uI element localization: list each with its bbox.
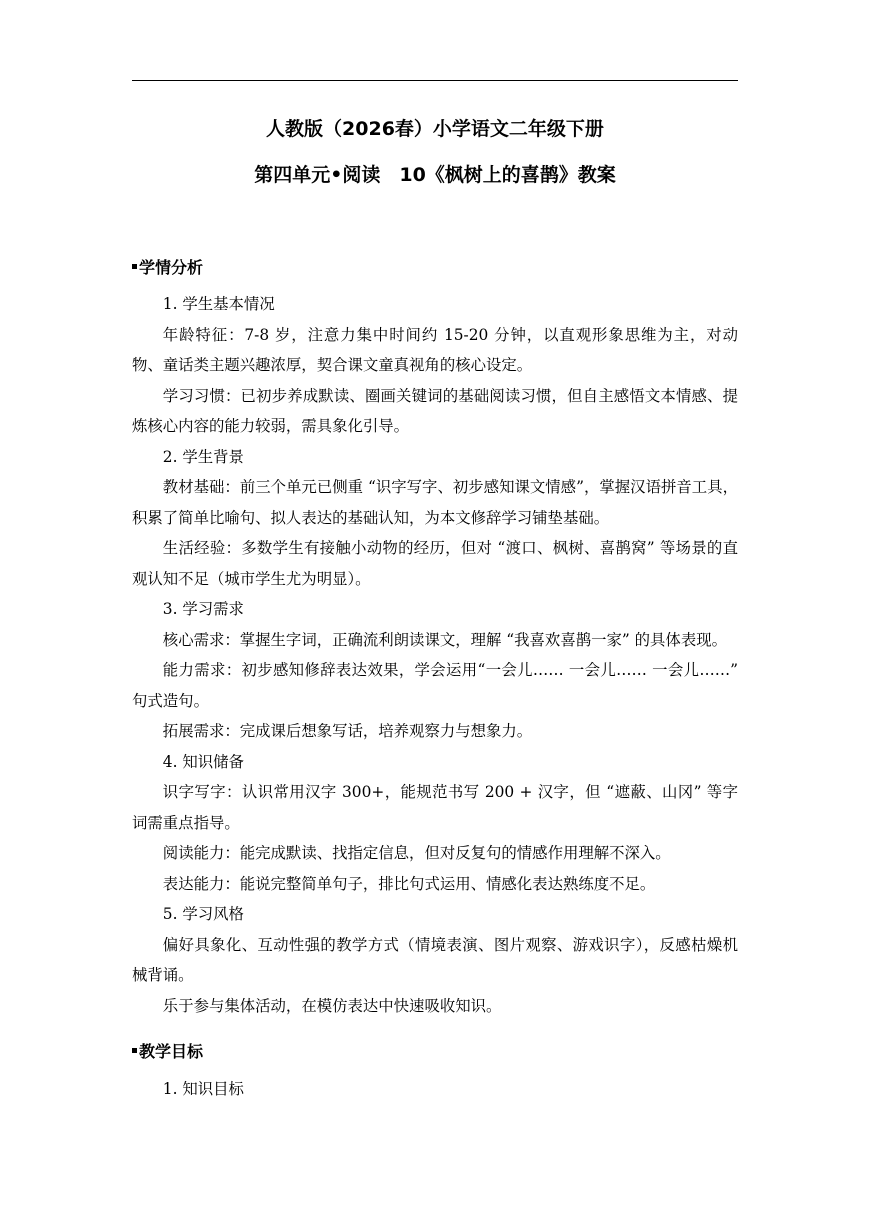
section-heading-label: 学情分析 bbox=[139, 258, 204, 277]
paragraph: 核心需求：掌握生字词，正确流利朗读课文，理解 “我喜欢喜鹊一家” 的具体表现。 bbox=[162, 630, 727, 649]
document-title: 人教版（2026春）小学语文二年级下册 bbox=[266, 118, 604, 140]
numbered-subheading: 2. 学生背景 bbox=[162, 447, 244, 466]
header-rule bbox=[132, 80, 738, 81]
paragraph: 学习习惯：已初步养成默读、圈画关键词的基础阅读习惯，但自主感悟文本情感、提炼核心内容的能力较弱，需具象化引导。 bbox=[132, 386, 738, 435]
square-bullet-icon bbox=[132, 264, 137, 269]
paragraph: 乐于参与集体活动，在模仿表达中快速吸收知识。 bbox=[162, 996, 502, 1015]
section-heading-teaching-goals bbox=[132, 1041, 203, 1063]
paragraph: 偏好具象化、互动性强的教学方式（情境表演、图片观察、游戏识字），反感枯燥机械背诵。 bbox=[132, 935, 738, 984]
paragraph: 阅读能力：能完成默读、找指定信息，但对反复句的情感作用理解不深入。 bbox=[162, 844, 671, 862]
paragraph: 表达能力：能说完整简单句子，排比句式运用、情感化表达熟练度不足。 bbox=[162, 874, 656, 893]
numbered-subheading: 1. 知识目标 bbox=[162, 1080, 244, 1098]
paragraph: 年龄特征：7-8 岁，注意力集中时间约 15-20 分钟，以直观形象思维为主，对动物、童话类主题兴趣浓厚，契合课文童真视角的核心设定。 bbox=[132, 325, 738, 374]
paragraph: 生活经验：多数学生有接触小动物的经历，但对 “渡口、枫树、喜鹊窝” 等场景的直观认知不足（城市学生尤为明显）。 bbox=[132, 539, 738, 588]
numbered-subheading: 3. 学习需求 bbox=[162, 600, 244, 618]
numbered-subheading: 5. 学习风格 bbox=[162, 905, 244, 923]
document-subtitle: 第四单元•阅读 10《枫树上的喜鹊》教案 bbox=[254, 164, 616, 186]
numbered-subheading: 4. 知识储备 bbox=[162, 752, 244, 771]
square-bullet-icon bbox=[132, 1048, 137, 1053]
student-analysis-body bbox=[132, 289, 738, 1021]
section-heading-label: 教学目标 bbox=[139, 1042, 204, 1061]
paragraph: 拓展需求：完成课后想象写话，培养观察力与想象力。 bbox=[162, 722, 533, 740]
section-heading-student-analysis bbox=[132, 257, 203, 279]
paragraph: 能力需求：初步感知修辞表达效果，学会运用“一会儿…… 一会儿…… 一会儿……” 句式造句。 bbox=[132, 661, 738, 710]
numbered-subheading: 1. 学生基本情况 bbox=[162, 295, 275, 313]
paragraph: 教材基础：前三个单元已侧重 “识字写字、初步感知课文情感”，掌握汉语拼音工具，积累了简单比喻句、拟人表达的基础认知，为本文修辞学习铺垫基础。 bbox=[132, 478, 738, 527]
paragraph: 识字写字：认识常用汉字 300+，能规范书写 200 + 汉字，但 “遮蔽、山冈” 等字词需重点指导。 bbox=[132, 783, 738, 832]
